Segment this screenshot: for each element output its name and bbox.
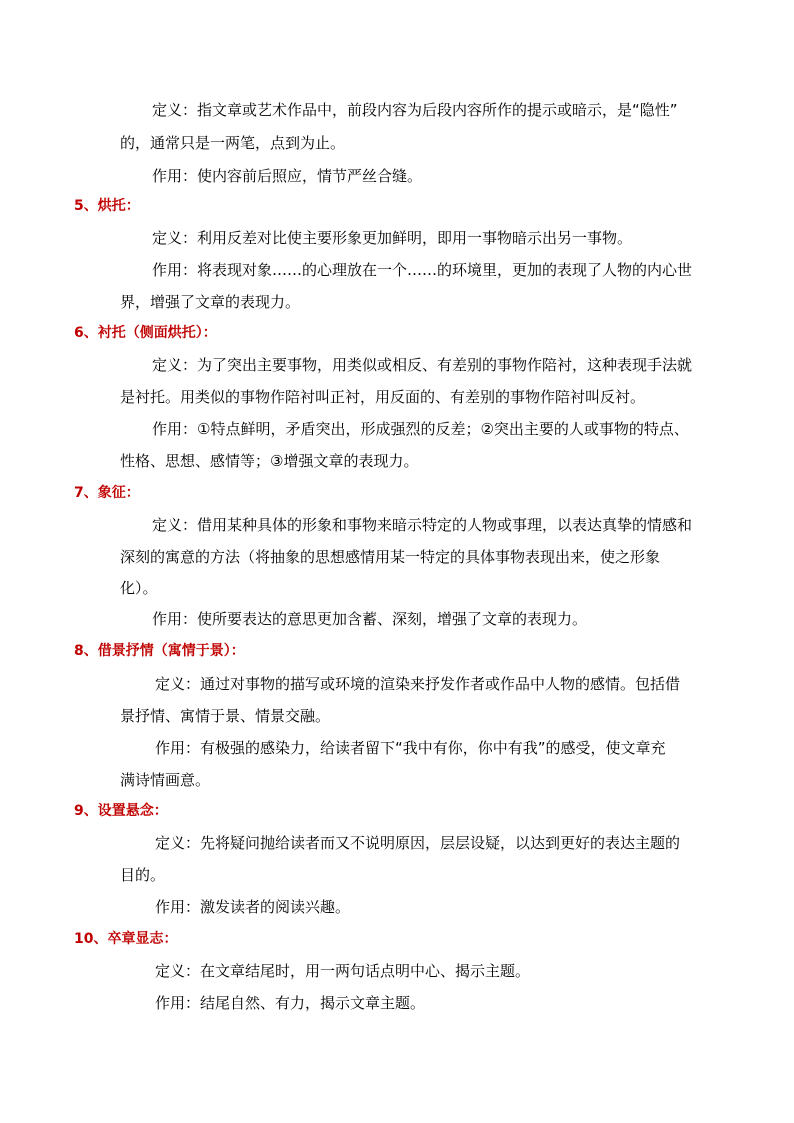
intro-function-line-1: 作用：使内容前后照应，情节严丝合缝。 <box>152 167 423 185</box>
section-6-heading: 6、衬托（侧面烘托）： <box>74 325 217 341</box>
section-10-heading: 10、卒章显志： <box>74 931 178 947</box>
section-6-definition-line-2: 是衬托。用类似的事物作陪衬叫正衬，用反面的、有差别的事物作陪衬叫反衬。 <box>120 388 646 406</box>
section-5-definition-line-1: 定义：利用反差对比使主要形象更加鲜明，即用一事物暗示出另一事物。 <box>152 229 633 247</box>
intro-definition-line-1: 定义：指文章或艺术作品中，前段内容为后段内容所作的提示或暗示，是“隐性” <box>152 101 678 119</box>
section-5-heading: 5、烘托： <box>74 198 140 214</box>
section-7-definition-line-3: 化）。 <box>120 579 158 597</box>
section-5-function-line-1: 作用：将表现对象……的心理放在一个……的环境里，更加的表现了人物的内心世 <box>152 261 693 279</box>
section-10-definition-line-1: 定义：在文章结尾时，用一两句话点明中心、揭示主题。 <box>155 962 531 980</box>
intro-definition-line-2: 的，通常只是一两笔，点到为止。 <box>120 134 346 152</box>
section-10-function-line-1: 作用：结尾自然、有力，揭示文章主题。 <box>155 994 426 1012</box>
section-8-function-line-1: 作用：有极强的感染力，给读者留下“我中有你，你中有我”的感受，使文章充 <box>155 739 666 757</box>
section-9-definition-line-1: 定义：先将疑问抛给读者而又不说明原因，层层设疑，以达到更好的表达主题的 <box>155 834 681 852</box>
section-7-definition-line-1: 定义：借用某种具体的形象和事物来暗示特定的人物或事理，以表达真挚的情感和 <box>152 516 693 534</box>
section-9-definition-line-2: 目的。 <box>120 866 166 884</box>
section-7-definition-line-2: 深刻的寓意的方法（将抽象的思想感情用某一特定的具体事物表现出来，使之形象 <box>120 548 661 566</box>
section-6-function-line-2: 性格、思想、感情等；③增强文章的表现力。 <box>120 452 419 470</box>
section-6-definition-line-1: 定义：为了突出主要事物，用类似或相反、有差别的事物作陪衬，这种表现手法就 <box>152 356 693 374</box>
section-8-definition-line-2: 景抒情、寓情于景、情景交融。 <box>120 707 331 725</box>
section-9-heading: 9、设置悬念： <box>74 803 168 819</box>
section-7-function-line-1: 作用：使所要表达的意思更加含蓄、深刻，增强了文章的表现力。 <box>152 610 588 628</box>
section-7-heading: 7、象征： <box>74 485 140 501</box>
section-8-heading: 8、借景抒情（寓情于景）： <box>74 643 245 659</box>
section-5-function-line-2: 界，增强了文章的表现力。 <box>120 293 301 311</box>
section-9-function-line-1: 作用：激发读者的阅读兴趣。 <box>155 898 351 916</box>
section-8-function-line-2: 满诗情画意。 <box>120 771 211 789</box>
section-8-definition-line-1: 定义：通过对事物的描写或环境的渲染来抒发作者或作品中人物的感情。包括借 <box>155 675 681 693</box>
section-6-function-line-1: 作用：①特点鲜明，矛盾突出，形成强烈的反差；②突出主要的人或事物的特点、 <box>152 420 689 438</box>
